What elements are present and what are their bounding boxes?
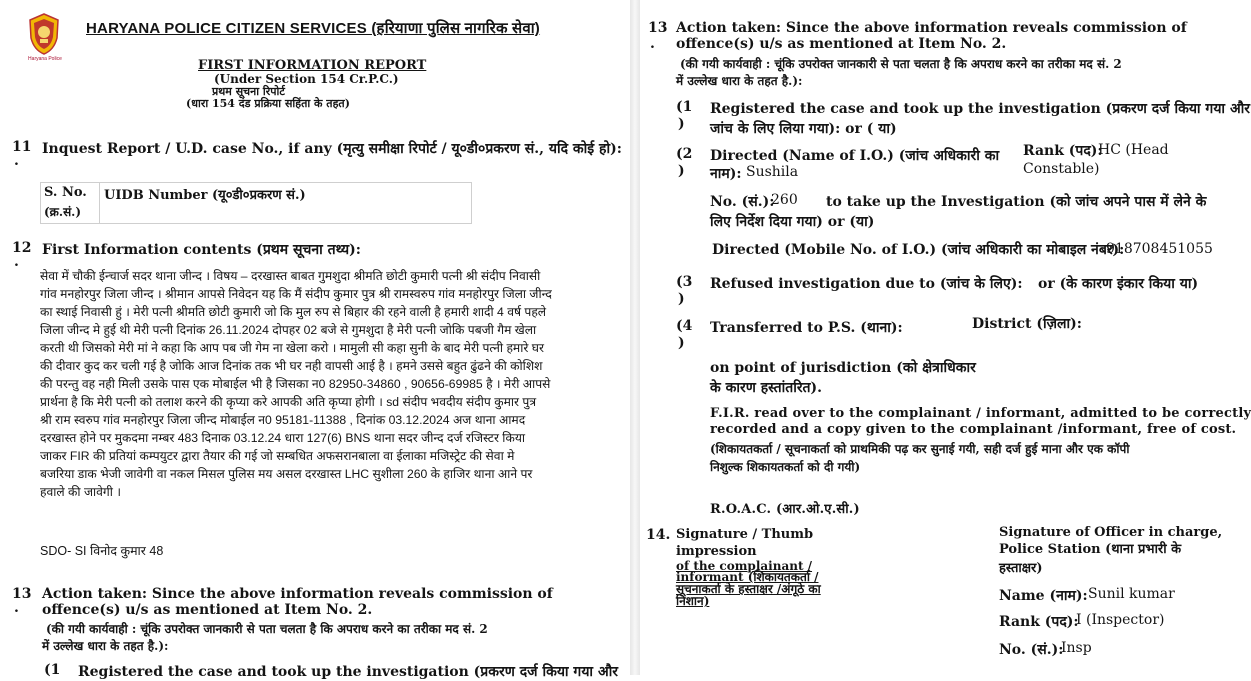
io-mobile-value: 918708451055	[1106, 241, 1213, 257]
fir-content-line: की दीवार कुद कर चली गई है जोकि आज दिनांक तक भी घर नही वापसी आई है । हमने उससे बहुत ढुंढने की कोशिश	[40, 359, 543, 373]
sig-line5: सूचनाकर्ता के हस्ताक्षर /अंगूठे का	[676, 582, 821, 596]
opt3-or: or (के कारण इंकार किया या)	[1038, 276, 1199, 292]
item12-label: First Information contents (प्रथम सूचना तथ्य):	[42, 242, 361, 258]
jurisdiction-line1: on point of jurisdiction (को क्षेत्राधिकार	[710, 360, 976, 376]
fir-read-line2: recorded and a copy given to the complainant /informant, free of cost.	[710, 422, 1237, 437]
fir-content-line: जिला जीन्द मे हुई थी मेरी पत्नी दिनांक 26.11.2024 दोपहर 02 बजे से गुमशुदा है मेरी पत्नी जोकि पबजी गैम खेला	[40, 323, 537, 337]
item13-label2: offence(s) u/s as mentioned at Item No. 2.	[676, 36, 1007, 52]
fir-read-line3: (शिकायतकर्ता / सूचनाकर्ता को प्राथमिकी पढ़ कर सुनाई गयी, सही दर्ज हुई माना और एक कॉपी	[710, 442, 1130, 456]
jurisdiction-line2: के कारण हस्तांतरित).	[710, 380, 823, 396]
fir-content-line: श्री राम स्वरुप गांव मनहोरपुर जिला जीन्द मोबाईल न0 95181-11388 , दिनांक 03.12.2024 अज थाना आमद	[40, 413, 526, 427]
rank-label: Rank (पद):	[1023, 143, 1103, 159]
officer-no-value: Insp	[1061, 640, 1092, 656]
io-mobile-label: Directed (Mobile No. of I.O.) (जांच अधिकारी का मोबाइल नंबर):	[712, 242, 1125, 258]
rank-value: HC (Head	[1098, 142, 1169, 158]
item11-label: Inquest Report / U.D. case No., if any (मृत्यु समीक्षा रिपोर्ट / यू०डी०प्रकरण सं., यदि कोई हो):	[42, 141, 622, 157]
item13-label2-left: offence(s) u/s as mentioned at Item No. 2.	[42, 602, 373, 618]
opt3-close: )	[678, 291, 685, 307]
report-section: (Under Section 154 Cr.P.C.)	[214, 72, 399, 86]
officer-name-label: Name (नाम):	[999, 588, 1088, 604]
report-section-hindi: (धारा 154 दंड प्रक्रिया सहिंता के तहत)	[186, 97, 350, 110]
opt4-number: (4	[676, 318, 693, 334]
opt1-number: (1	[676, 99, 693, 115]
io-no-label: No. (सं.):	[710, 194, 775, 210]
sno-header: S. No.	[44, 185, 87, 200]
sig-line2: impression	[676, 544, 757, 559]
fir-content-line: प्रार्थना है कि मेरी पत्नी को तलाश करने की कृप्या करे आपकी अति कृप्या होगी । sd संदीप भवदीय संदीप कुमार पुत्र	[40, 395, 537, 409]
item13-hindi: (की गयी कार्यवाही : चूंकि उपरोक्त जानकारी से पता चलता है कि अपराध करने का तरीका मद सं. 2	[680, 57, 1122, 71]
fir-content-line: की परन्तु वह नही मिली उसके पास एक मोबाईल भी है जिसका न0 82950-34860 , 90656-69985 है । मेरी आपसे	[40, 377, 551, 391]
item13-number-left: 13	[12, 586, 32, 602]
rank-value2: Constable)	[1023, 161, 1100, 177]
officer-sign-line2: Police Station (थाना प्रभारी के	[999, 542, 1182, 557]
item13-label: Action taken: Since the above information reveals commission of	[676, 20, 1187, 36]
right-page	[640, 0, 1251, 675]
district-label: District (ज़िला):	[972, 316, 1082, 332]
opt4-text: Transferred to P.S. (थाना):	[710, 320, 903, 336]
officer-name-value: Sunil kumar	[1088, 586, 1175, 602]
item13-opt1-text-left: Registered the case and took up the investigation (प्रकरण दर्ज किया गया और	[78, 664, 618, 680]
officer-rank-label: Rank (पद):	[999, 614, 1079, 630]
item13-label-left: Action taken: Since the above information reveals commission of	[42, 586, 553, 602]
item14-number: 14.	[646, 527, 671, 543]
opt1-text: Registered the case and took up the investigation (प्रकरण दर्ज किया गया और	[710, 101, 1250, 117]
item13-dot-left: .	[14, 600, 19, 616]
item13-dot: .	[650, 36, 655, 52]
item11-number: 11	[12, 139, 32, 155]
roac: R.O.A.C. (आर.ओ.ए.सी.)	[710, 502, 860, 517]
fir-content-line: हवाले की जावेगी ।	[40, 485, 121, 499]
opt2-close: )	[678, 163, 685, 179]
opt4-close: )	[678, 335, 685, 351]
report-title: FIRST INFORMATION REPORT	[198, 58, 427, 73]
opt2-label: Directed (Name of I.O.) (जांच अधिकारी का	[710, 148, 1000, 164]
sig-line3: of the complainant /	[676, 559, 813, 573]
opt2-number: (2	[676, 146, 693, 162]
sig-line6: निशान)	[676, 594, 710, 608]
io-no-text: to take up the Investigation (को जांच अपने पास में लेने के	[826, 194, 1207, 210]
report-title-hindi: प्रथम सूचना रिपोर्ट	[212, 85, 285, 98]
item12-number: 12	[12, 240, 32, 256]
item13-number: 13	[648, 20, 668, 36]
fir-content-line: का स्थाई निवासी हुं । मेरी पत्नी श्रीमति छोटी कुमारी जो कि मुल रुप से बिहार की रहने वाली है हमारी शादी 4 वर्ष पहले	[40, 305, 547, 319]
haryana-police-logo-icon	[26, 12, 62, 56]
sno-header-hindi: (क्र.सं.)	[44, 205, 82, 219]
item13-opt1-num-left: (1	[44, 662, 61, 678]
opt1-close: )	[678, 116, 685, 132]
uidb-table-sno-cell	[41, 183, 100, 223]
officer-no-label: No. (सं.):	[999, 642, 1064, 658]
item11-dot: .	[14, 153, 19, 169]
logo-caption: Haryana Police	[28, 56, 62, 62]
item13-hindi-left: (की गयी कार्यवाही : चूंकि उपरोक्त जानकारी से पता चलता है कि अपराध करने का तरीका मद सं. 2	[46, 622, 488, 636]
fir-content-line: करती थी जिसको मेरी मां ने कहा कि आप पब जी गेम ना खेला करो । मामुली सी कहा सुनी के बाद मेरी पत्नी हमारे घर	[40, 341, 544, 355]
officer-sign-line1: Signature of Officer in charge,	[999, 525, 1223, 540]
opt2-label2: नाम):	[710, 166, 742, 182]
fir-content-line: दरखास्त होने पर मुकदमा नम्बर 483 दिनाक 03.12.24 धारा 127(6) BNS थाना सदर जीन्द दर्ज रजिस्टर किया	[40, 431, 526, 445]
sig-line4: informant (शिकायतकर्ता /	[676, 570, 819, 584]
officer-sign-line3: हस्ताक्षर)	[999, 561, 1043, 576]
io-no-text2: लिए निर्देश दिया गया) or (या)	[710, 214, 875, 230]
opt1-text2: जांच के लिए लिया गया): or ( या)	[710, 121, 897, 137]
first-information-contents	[40, 267, 630, 501]
fir-read-line1: F.I.R. read over to the complainant / informant, admitted to be correctly	[710, 406, 1251, 421]
fir-content-line: बजरिया डाक भेजी जावेगी वा नकल मिसल पुलिस मय असल दरखास्त LHC सुशीला 260 के हाजिर थाना आने पर	[40, 467, 533, 481]
fir-content-line: गांव मनहोरपुर जिला जीन्द । श्रीमान आपसे निवेदन यह कि मैं संदीप कुमार पुत्र श्री रामस्वरुप गांव मनहोरपुर जिला जीन्द	[40, 287, 552, 301]
page-title: HARYANA POLICE CITIZEN SERVICES (हरियाणा पुलिस नागरिक सेवा)	[86, 20, 541, 37]
io-name: Sushila	[746, 164, 799, 180]
fir-content-line: जाकर FIR की प्रतियां कम्पयुटर द्वारा तैयार की गई जो सम्बधित अफसरानबाला वा ईलाका मजिस्ट्रेट की सेवा मे	[40, 449, 515, 463]
io-no-value: 260	[771, 192, 798, 208]
item12-dot: .	[14, 254, 19, 270]
fir-read-line4: निशुल्क शिकायतकर्ता को दी गयी)	[710, 460, 861, 474]
fir-content-line: सेवा में चौकी ईन्चार्ज सदर थाना जीन्द । विषय – दरखास्त बाबत गुमशुदा श्रीमति छोटी कुमारी पत्नी श्री संदीप निवासी	[40, 269, 541, 283]
signoff: SDO- SI विनोद कुमार 48	[40, 544, 164, 558]
item13-hindi2: में उल्लेख धारा के तहत है.):	[676, 74, 803, 88]
page-gutter	[630, 0, 640, 675]
uidb-header: UIDB Number (यू०डी०प्रकरण सं.)	[104, 188, 306, 203]
opt3-number: (3	[676, 274, 693, 290]
item13-hindi2-left: में उल्लेख धारा के तहत है.):	[42, 639, 169, 653]
officer-rank-value: I (Inspector)	[1076, 612, 1165, 628]
opt3-text: Refused investigation due to (जांच के लिए):	[710, 276, 1023, 292]
uidb-table	[40, 182, 472, 224]
sig-line1: Signature / Thumb	[676, 527, 814, 542]
